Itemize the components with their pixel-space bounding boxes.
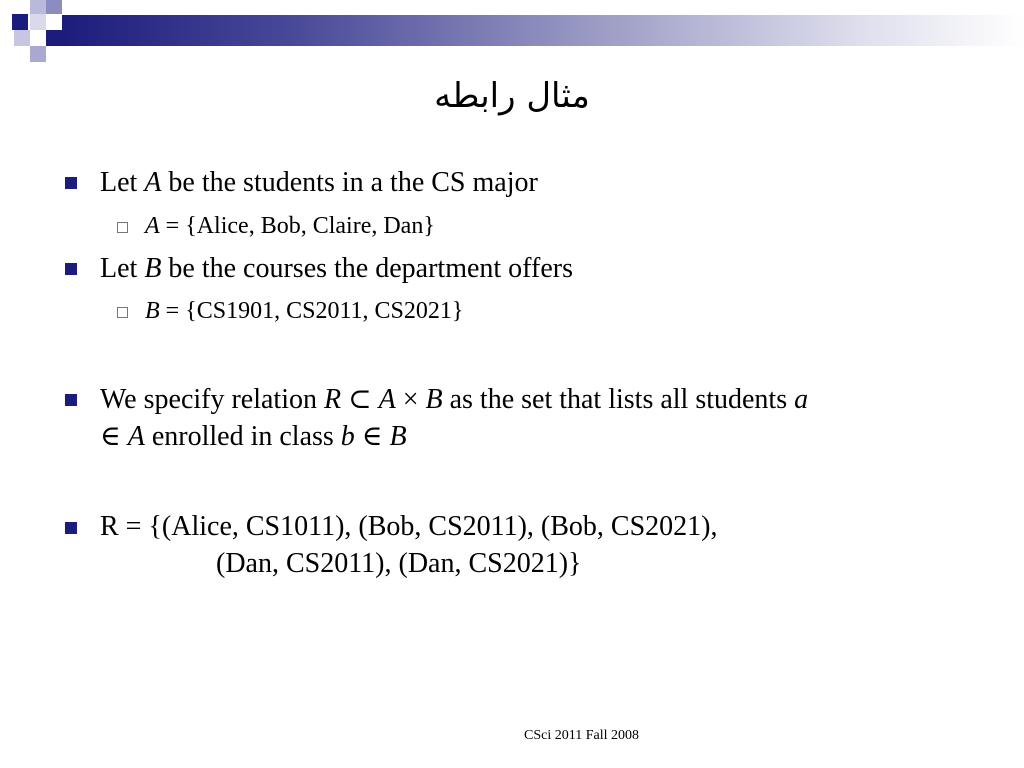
deco-square <box>14 30 30 46</box>
hollow-square-bullet-icon <box>117 307 128 318</box>
set-r-line-2: (Dan, CS2011), (Dan, CS2021)} <box>216 548 582 579</box>
set-r-line-1: R = {(Alice, CS1011), (Bob, CS2011), (Bob, CS2021), <box>100 511 718 542</box>
deco-square <box>30 14 46 30</box>
deco-square <box>30 0 46 14</box>
deco-square <box>30 46 46 62</box>
square-bullet-icon <box>65 263 77 275</box>
slide-title: مثال رابطه <box>434 76 590 116</box>
sub-bullet-1: A = {Alice, Bob, Claire, Dan} <box>145 213 435 239</box>
bullet-relation: We specify relation R ⊂ A × B as the set that lists all students a ∈ A enrolled in class b ∈ B <box>100 384 809 452</box>
bullet-1: Let A be the students in a the CS major <box>100 167 538 198</box>
bullet-set-r <box>100 508 980 582</box>
square-bullet-icon <box>65 394 77 406</box>
deco-square <box>46 30 62 46</box>
header-gradient-bar <box>62 15 1024 46</box>
hollow-square-bullet-icon <box>117 222 128 233</box>
deco-square <box>46 0 62 14</box>
bullet-2: Let B be the courses the department offers <box>100 253 573 284</box>
slide-footer: CSci 2011 Fall 2008 <box>524 728 639 743</box>
square-bullet-icon <box>65 177 77 189</box>
square-bullet-icon <box>65 522 77 534</box>
deco-square <box>12 14 28 30</box>
sub-bullet-2: B = {CS1901, CS2011, CS2021} <box>145 298 464 324</box>
header-decoration <box>0 0 1024 62</box>
